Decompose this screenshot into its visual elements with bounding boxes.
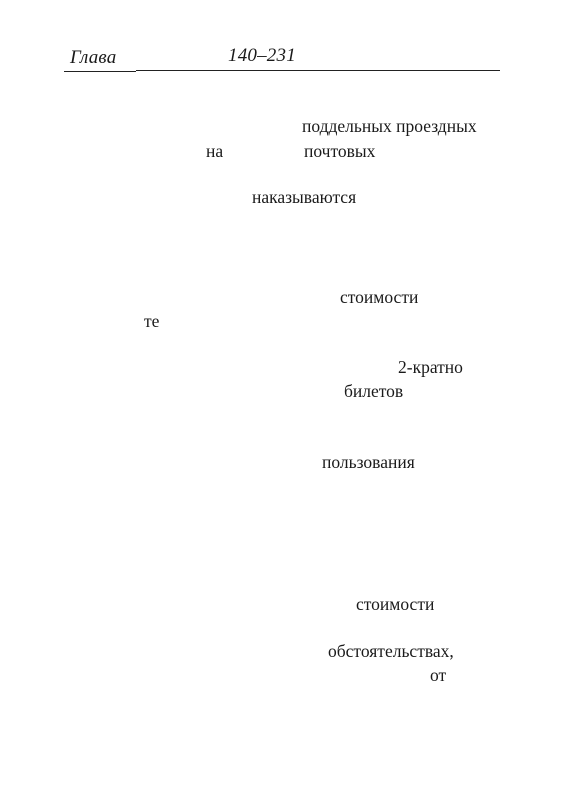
- text-fragment: те: [144, 311, 160, 331]
- text-fragment: наказываются: [252, 187, 357, 207]
- text-fragment: поддельных проездных: [302, 116, 477, 136]
- text-fragment: обстоятельствах,: [328, 641, 454, 661]
- article-range: 140–231: [228, 45, 296, 66]
- text-fragment: пользования: [322, 452, 415, 472]
- text-fragment: от: [430, 665, 447, 685]
- text-fragment: почтовых: [304, 141, 376, 161]
- header-rule-left: [64, 71, 136, 72]
- text-fragment: стоимости: [356, 594, 435, 614]
- text-fragment: стоимости: [340, 287, 419, 307]
- chapter-label: Глава: [70, 47, 117, 68]
- text-fragment: 2-кратно: [398, 357, 463, 377]
- header-rule: [136, 70, 500, 71]
- text-fragment: на: [206, 141, 224, 161]
- text-fragment: билетов: [344, 381, 404, 401]
